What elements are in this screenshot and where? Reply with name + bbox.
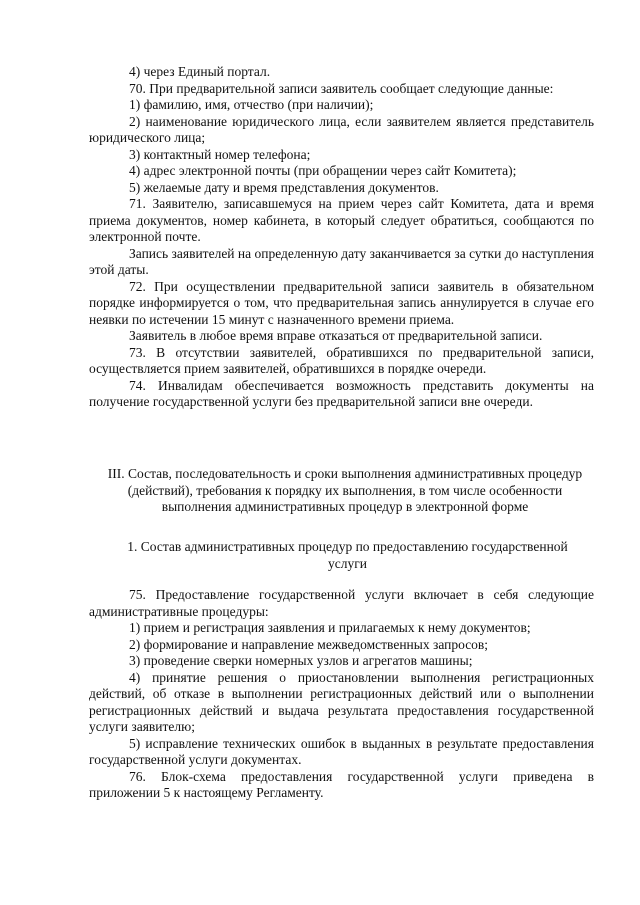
paragraph-71: 71. Заявителю, записавшемуся на прием через сайт Комитета, дата и время приема документов, номер кабинета, в который следует обратиться, сообщаются по электронной почте. xyxy=(89,196,594,244)
list-item-decision: 4) принятие решения о приостановлении выполнения регистрационных действий, об отказе в выполнении регистрационных действий или о выполнении регистрационных действий и выдача результата предоставления государственной услуги заявителю; xyxy=(89,669,594,734)
list-item-date-time: 5) желаемые дату и время представления документов. xyxy=(129,179,439,195)
list-item-phone: 3) контактный номер телефона; xyxy=(129,146,311,162)
paragraph-via-portal: 4) через Единый портал. xyxy=(129,64,271,79)
paragraph-70: 70. При предварительной записи заявитель сообщает следующие данные: xyxy=(129,80,554,96)
paragraph-74: 74. Инвалидам обеспечивается возможность представить документы на получение государственной услуги без предварительной записи вне очереди. xyxy=(89,377,594,409)
paragraph-record-ends: Запись заявителей на определенную дату заканчивается за сутки до наступления этой даты. xyxy=(89,245,594,277)
subsection-heading: 1. Состав административных процедур по предоставлению государственной услуги xyxy=(127,539,568,571)
top-text-block xyxy=(89,64,594,411)
list-item-requests: 2) формирование и направление межведомственных запросов; xyxy=(129,636,489,652)
list-item-email: 4) адрес электронной почты (при обращении через сайт Комитета); xyxy=(129,163,517,178)
paragraph-cancel-record: Заявитель в любое время вправе отказаться от предварительной записи. xyxy=(129,328,543,343)
section-heading: III. Состав, последовательность и сроки выполнения административных процедур (действий), требования к порядку их выполнения, в том числе особенности выполнения административных процедур в электронной форме xyxy=(107,466,583,514)
list-item-corrections: 5) исправление технических ошибок в выданных в результате предоставления государственной услуги документах. xyxy=(89,735,594,767)
list-item-legal-entity: 2) наименование юридического лица, если заявителем является представитель юридического лица; xyxy=(89,113,594,145)
bottom-text-block xyxy=(89,587,594,802)
section-heading-block xyxy=(105,466,585,516)
list-item-verification: 3) проведение сверки номерных узлов и агрегатов машины; xyxy=(129,653,473,668)
list-item-reception: 1) прием и регистрация заявления и прилагаемых к нему документов; xyxy=(129,620,531,635)
paragraph-75: 75. Предоставление государственной услуги включает в себя следующие административные процедуры: xyxy=(89,587,594,619)
list-item-full-name: 1) фамилию, имя, отчество (при наличии); xyxy=(129,97,374,112)
paragraph-72: 72. При осуществлении предварительной записи заявитель в обязательном порядке информируется о том, что предварительная запись аннулируется в случае его неявки по истечении 15 минут с назначенного времени приема. xyxy=(89,278,594,327)
paragraph-73: 73. В отсутствии заявителей, обратившихся по предварительной записи, осуществляется прием заявителей, обратившихся в порядке очереди. xyxy=(89,344,594,376)
subsection-heading-block xyxy=(120,539,575,572)
paragraph-76: 76. Блок-схема предоставления государственной услуги приведена в приложении 5 к настоящему Регламенту. xyxy=(89,768,594,800)
